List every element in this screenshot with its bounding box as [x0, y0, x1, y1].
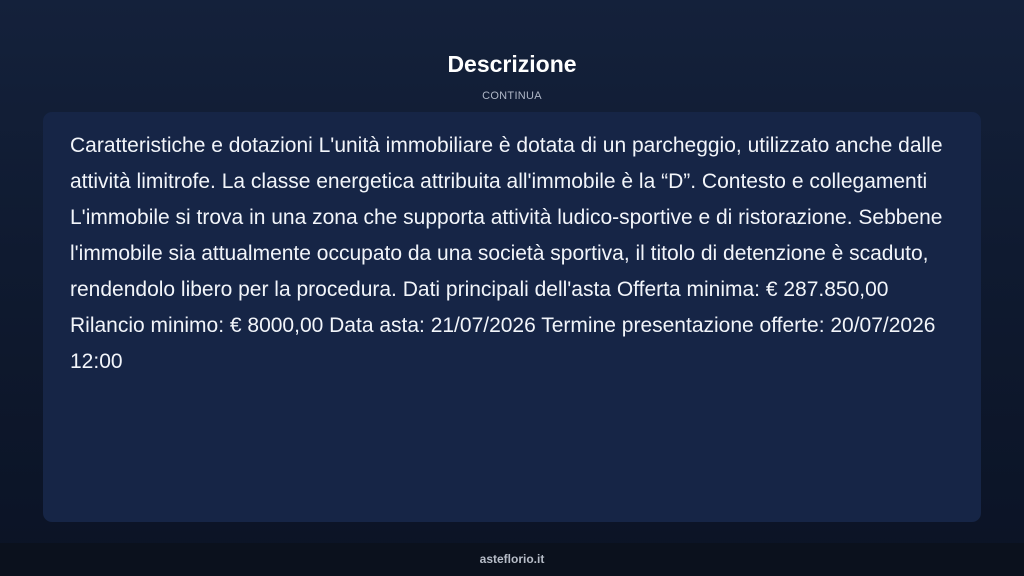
site-name: asteflorio.it: [479, 552, 545, 566]
description-text: Caratteristiche e dotazioni L'unità immobiliare è dotata di un parcheggio, utilizzato anche dalle attività limitrofe. La classe energetica attribuita all'immobile è la “D”. Contesto e collegamenti L'immobile si trova in una zona che supporta attività ludico-sportive e di ristorazione. Sebbene l'immobile sia attualmente occupato da una società sportiva, il titolo di detenzione è scaduto, rendendolo libero per la procedura. Dati principali dell'asta Offerta minima: € 287.850,00 Rilancio minimo: € 8000,00 Data asta: 21/07/2026 Termine presentazione offerte: 20/07/2026 12:00: [70, 134, 943, 373]
page-title: Descrizione: [447, 51, 577, 77]
description-panel: [43, 112, 981, 522]
footer: [0, 543, 1024, 576]
continue-label[interactable]: CONTINUA: [482, 90, 542, 102]
